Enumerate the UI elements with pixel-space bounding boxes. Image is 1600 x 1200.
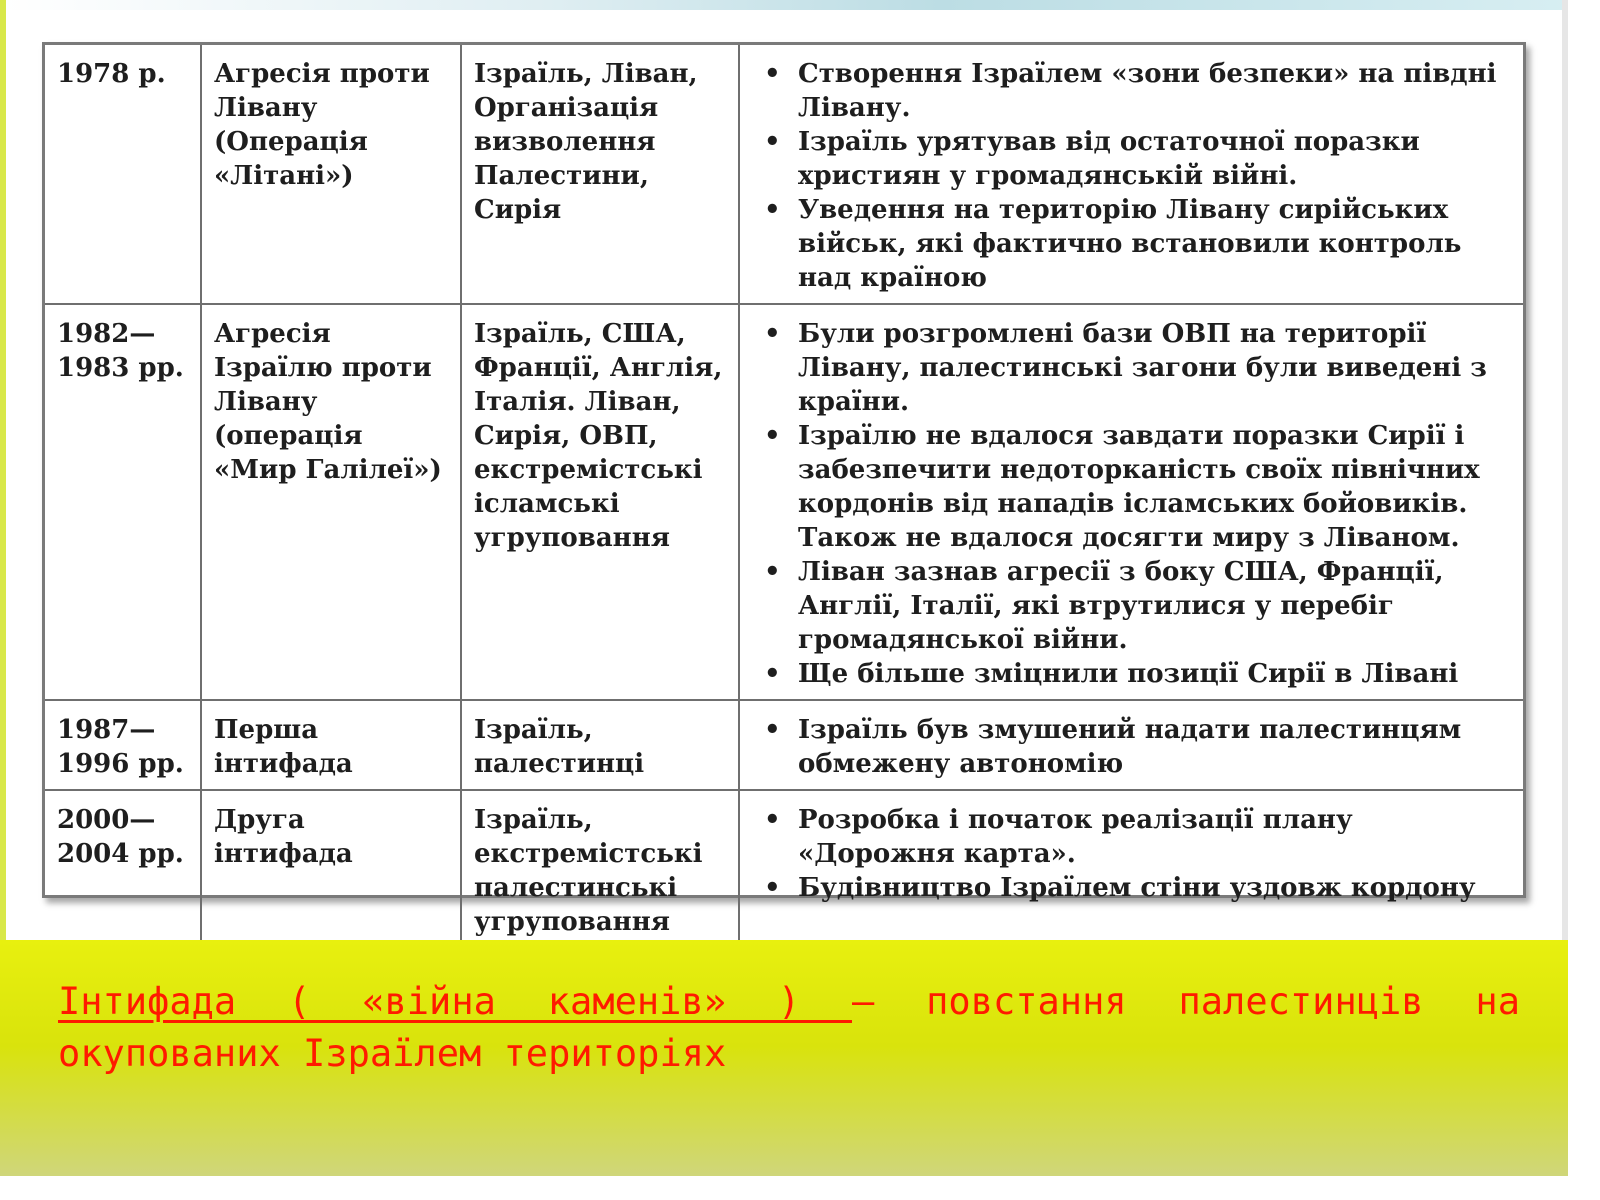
result-item: • Були розгромлені бази ОВП на території Лівану, палестинські загони були виведені з країни. [798,317,1513,419]
participants-cell: Ізраїль, Ліван, Організація визволення Палестини, Сирія [461,45,739,304]
right-decorative-bar [1562,0,1568,940]
year-cell: 2000—2004 рр. [45,790,201,947]
year-cell: 1982—1983 рр. [45,304,201,700]
definition-term: Інтифада ( «війна каменів» ) [58,980,852,1023]
year-cell: 1987—1996 рр. [45,700,201,790]
event-cell: Агресія Ізраїлю проти Лівану (операція «Мир Галілеї») [201,304,461,700]
result-item: • Ізраїль був змушений надати палестинцям обмежену автономію [798,713,1513,781]
results-cell [739,700,1523,790]
conflicts-table [45,45,1523,947]
event-cell: Агресія проти Лівану (Операція «Літані») [201,45,461,304]
table-row [45,700,1523,790]
result-item: • Ізраїль урятував від остаточної поразки християн у громадянській війні. [798,125,1513,193]
table-row [45,45,1523,304]
event-cell: Перша інтифада [201,700,461,790]
left-decorative-bar [0,0,6,940]
year-cell: 1978 р. [45,45,201,304]
results-cell [739,790,1523,947]
results-list [752,803,1513,905]
results-list [752,713,1513,781]
event-cell: Друга інтифада [201,790,461,947]
definition-text: – повстання палестинців на окупованих Ізраїлем територіях [58,980,1520,1075]
result-item: • Ще більше зміцнили позиції Сирії в Лівані [798,657,1513,691]
table-row [45,304,1523,700]
top-decorative-strip [0,0,1568,10]
table-row [45,790,1523,947]
participants-cell: Ізраїль, палестинці [461,700,739,790]
result-item: • Створення Ізраїлем «зони безпеки» на півдні Лівану. [798,57,1513,125]
conflicts-table-container [42,42,1526,937]
result-item: • Розробка і початок реалізації плану «Дорожня карта». [798,803,1513,871]
result-item: • Ліван зазнав агресії з боку США, Франції, Англії, Італії, які втрутилися у перебіг громадянської війни. [798,555,1513,657]
participants-cell: Ізраїль, США, Франції, Англія, Італія. Ліван, Сирія, ОВП, екстремістські ісламські угруповання [461,304,739,700]
results-list [752,57,1513,295]
results-cell [739,304,1523,700]
participants-cell: Ізраїль, екстремістські палестинські угруповання [461,790,739,947]
result-item: • Будівництво Ізраїлем стіни уздовж кордону [798,871,1513,905]
results-cell [739,45,1523,304]
results-list [752,317,1513,691]
result-item: • Уведення на територію Лівану сирійських військ, які фактично встановили контроль над країною [798,193,1513,295]
result-item: • Ізраїлю не вдалося завдати поразки Сирії і забезпечити недоторканість своїх північних кордонів від нападів ісламських бойовиків. Також не вдалося досягти миру з Ліваном. [798,419,1513,555]
intifada-definition [58,976,1520,1080]
